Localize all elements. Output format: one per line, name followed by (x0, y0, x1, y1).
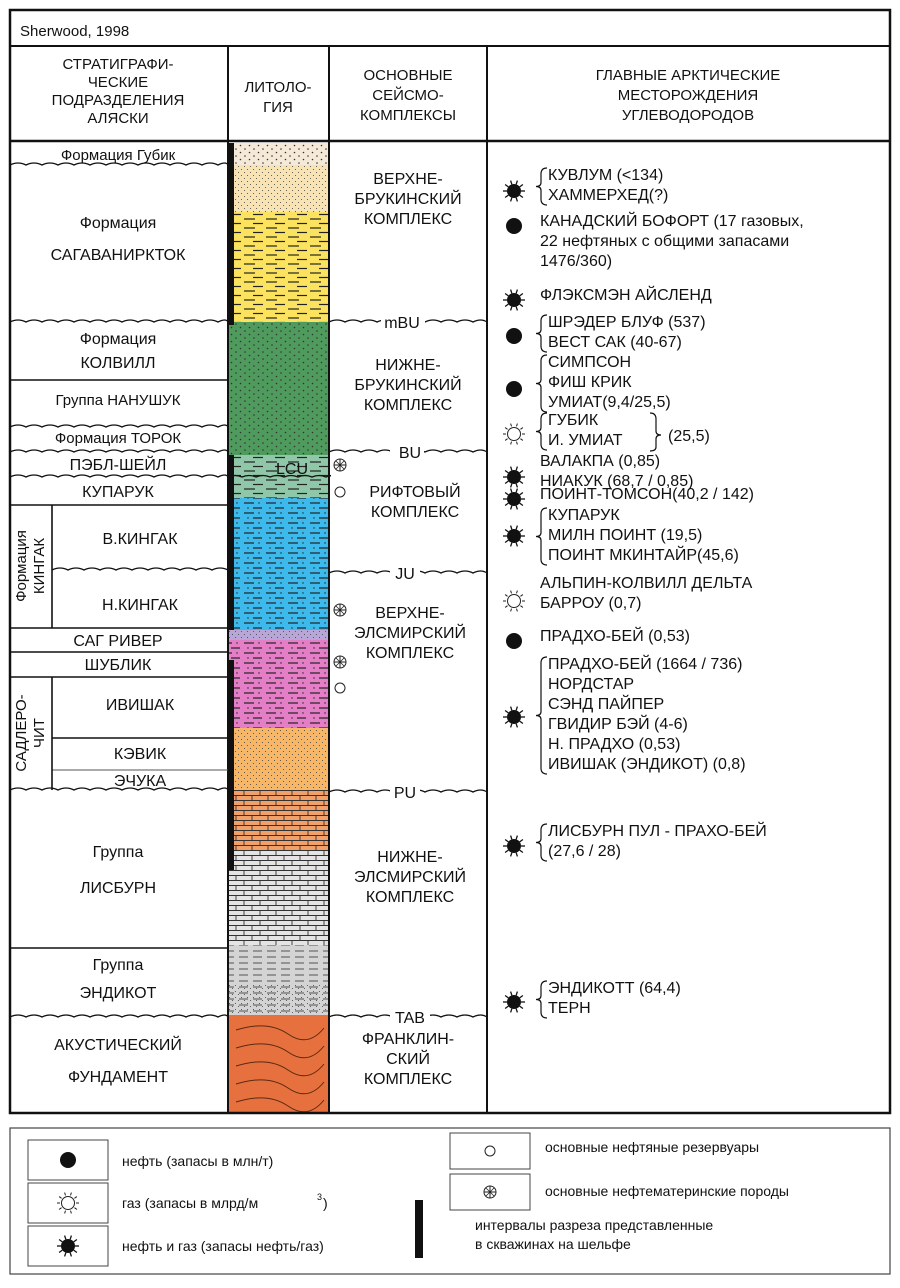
unconformity-line (52, 568, 228, 570)
brace (536, 824, 547, 861)
field-name: ПОИНТ-ТОМСОН(40,2 / 142) (540, 486, 754, 503)
field-name: ХАММЕРХЕД(?) (548, 187, 669, 204)
oil-gas-icon (503, 290, 525, 311)
lithology-layer (228, 1015, 329, 1112)
header-strat: СТРАТИГРАФИ- (62, 56, 174, 73)
seismic-complex-label: БРУКИНСКИЙ (354, 377, 462, 394)
unconformity-line (10, 450, 228, 452)
seismic-complex-label: КОМПЛЕКС (363, 211, 453, 228)
strat-unit-label: ПЭБЛ-ШЕЙЛ (69, 457, 167, 474)
field-name: ПРАДХО-БЕЙ (0,53) (540, 628, 690, 645)
oil-icon (506, 633, 522, 649)
unconformity-line (10, 425, 228, 427)
seismic-complex-label: РИФТОВЫЙ (369, 484, 461, 501)
seismic-complex-label: БРУКИНСКИЙ (354, 191, 462, 208)
field-name: ПОИНТ МКИНТАЙР(45,6) (548, 547, 739, 564)
header-strat: ЧЕСКИЕ (87, 74, 149, 91)
seismic-complex-label: СКИЙ (386, 1051, 430, 1068)
field-name: 22 нефтяных с общими запасами (540, 233, 790, 250)
header-seismic: ОСНОВНЫЕ (363, 67, 453, 84)
lithology-pattern (228, 212, 329, 322)
field-name: ГВИДИР БЭЙ (4-6) (548, 716, 688, 733)
source-rock-icon (484, 1186, 496, 1198)
seismic-complex-label: ЭЛСМИРСКИЙ (353, 625, 467, 642)
lithology-pattern (228, 728, 329, 790)
source-rock-icon (334, 604, 346, 616)
strat-unit-label: САГАВАНИРКТОК (50, 247, 186, 264)
header-seismic: СЕЙСМО- (372, 87, 444, 104)
field-reserve: (25,5) (668, 428, 710, 445)
oil-icon (506, 218, 522, 234)
header-strat: ПОДРАЗДЕЛЕНИЯ (51, 92, 185, 109)
vertical-group-label (13, 694, 48, 771)
field-name: И. УМИАТ (548, 432, 623, 449)
brace (650, 413, 661, 451)
strat-unit-label: Группа НАНУШУК (55, 392, 181, 409)
field-name: ШРЭДЕР БЛУФ (537) (548, 314, 706, 331)
seismic-complex-label: КОМПЛЕКС (365, 645, 455, 662)
source-rock-icon (334, 459, 346, 471)
field-name: ФЛЭКСМЭН АЙСЛЕНД (540, 287, 712, 304)
brace (536, 508, 547, 565)
vertical-group-text: Формация (13, 530, 30, 602)
lithology-pattern (228, 143, 329, 165)
legend-gas-end: ) (323, 1195, 328, 1211)
field-name: ГУБИК (548, 412, 599, 429)
gas-icon (503, 424, 525, 445)
header-fields: МЕСТОРОЖДЕНИЯ (617, 87, 759, 104)
boundary-label: LCU (275, 461, 309, 478)
reservoir-icon (485, 1146, 495, 1156)
strat-unit-label: В.КИНГАК (102, 531, 178, 548)
source-rock-icon (334, 656, 346, 668)
vertical-group-text: САДЛЕРО- (13, 694, 30, 772)
strat-unit-label: Формация (79, 215, 157, 232)
boundary-label: JU (395, 566, 415, 583)
lithology-pattern (228, 322, 329, 455)
strat-unit-label: Формация ТОРОК (54, 430, 182, 447)
field-name: КАНАДСКИЙ БОФОРТ (17 газовых, (540, 213, 804, 230)
field-name: ВАЛАКПА (0,85) (540, 453, 661, 470)
strat-unit-label: ФУНДАМЕНТ (68, 1069, 168, 1086)
strat-unit-label: КУПАРУК (82, 484, 154, 501)
seismic-complex-label: КОМПЛЕКС (363, 397, 453, 414)
seismic-complex-label: ВЕРХНЕ- (375, 605, 445, 622)
lithology-pattern (228, 850, 329, 945)
legend-reservoir-label: основные нефтяные резервуары (545, 1139, 760, 1155)
seismic-complex-label: ЭЛСМИРСКИЙ (353, 869, 467, 886)
legend-oil-label: нефть (запасы в млн/т) (122, 1153, 274, 1169)
boundary-label: PU (393, 785, 417, 802)
boundary-label: TAB (395, 1010, 425, 1027)
unconformity-line (10, 1015, 228, 1017)
legend-oilgas-label: нефть и газ (запасы нефть/газ) (122, 1238, 324, 1254)
field-name: ПРАДХО-БЕЙ (1664 / 736) (548, 656, 743, 673)
field-name: МИЛН ПОИНТ (19,5) (548, 527, 703, 544)
vertical-group-label (13, 530, 48, 602)
lithology-pattern (228, 630, 329, 640)
unconformity-line (10, 475, 228, 477)
reservoir-icon (335, 487, 345, 497)
brace (536, 315, 547, 352)
field-name: АЛЬПИН-КОЛВИЛЛ ДЕЛЬТА (540, 575, 753, 592)
oil-gas-icon (503, 992, 525, 1013)
legend-gas-label: газ (запасы в млрд/м (122, 1195, 259, 1211)
lithology-pattern (228, 985, 329, 1015)
reservoir-icon (335, 683, 345, 693)
lithology-pattern (228, 498, 329, 630)
brace (536, 413, 547, 450)
seismic-complex-label: КОМПЛЕКС (370, 504, 460, 521)
header-litho: ЛИТОЛО- (244, 79, 312, 96)
strat-unit-label: ЭНДИКОТ (79, 985, 157, 1002)
strat-unit-label: Группа (92, 957, 144, 974)
header-strat: АЛЯСКИ (87, 110, 149, 127)
field-name: 1476/360) (540, 253, 613, 270)
oil-icon (60, 1152, 76, 1168)
oil-gas-icon (503, 836, 525, 857)
strat-unit-label: Формация (79, 331, 157, 348)
strat-unit-label: АКУСТИЧЕСКИЙ (54, 1037, 182, 1054)
header-litho: ГИЯ (263, 99, 293, 116)
header-seismic: КОМПЛЕКСЫ (359, 107, 457, 124)
strat-unit-label: Н.КИНГАК (102, 597, 178, 614)
field-name: НОРДСТАР (548, 676, 635, 693)
oil-icon (506, 328, 522, 344)
source-title: Sherwood, 1998 (20, 23, 130, 40)
strat-unit-label: ШУБЛИК (84, 657, 152, 674)
field-name: НИАКУК (68,7 / 0,85) (540, 473, 694, 490)
lithology-pattern (228, 640, 329, 728)
header-fields: УГЛЕВОДОРОДОВ (621, 107, 755, 124)
brace (536, 981, 547, 1018)
oil-gas-icon (503, 489, 525, 510)
field-name: ЛИСБУРН ПУЛ - ПРАХО-БЕЙ (548, 823, 767, 840)
strat-unit-label: КОЛВИЛЛ (80, 355, 156, 372)
brace (536, 168, 547, 205)
oil-gas-icon (503, 707, 525, 728)
legend-wells-label: интервалы разреза представленные (475, 1217, 714, 1233)
field-name: КУПАРУК (548, 507, 620, 524)
strat-unit-label: ЭЧУКА (113, 773, 167, 790)
strat-unit-label: ИВИШАК (105, 697, 175, 714)
brace (536, 355, 547, 412)
lithology-pattern (228, 165, 329, 212)
brace (536, 657, 547, 774)
strat-unit-label: Группа (92, 844, 144, 861)
field-name: СЭНД ПАЙПЕР (548, 696, 665, 713)
seismic-complex-label: НИЖНЕ- (375, 357, 441, 374)
strat-unit-label: КЭВИК (113, 746, 167, 763)
boundary-label: mBU (384, 315, 420, 332)
field-name: ТЕРН (548, 1000, 591, 1017)
legend-gas-sup: 3 (317, 1192, 323, 1202)
seismic-complex-label: ФРАНКЛИН- (361, 1031, 455, 1048)
field-name: Н. ПРАДХО (0,53) (548, 736, 681, 753)
field-name: КУВЛУМ (<134) (548, 167, 664, 184)
oil-gas-icon (503, 467, 525, 488)
field-name: ИВИШАК (ЭНДИКОТ) (0,8) (548, 756, 746, 773)
field-name: ЭНДИКОТТ (64,4) (548, 980, 681, 997)
vertical-group-text: ЧИТ (31, 718, 48, 748)
field-name: БАРРОУ (0,7) (540, 595, 642, 612)
strat-unit-label: Формация Губик (60, 147, 176, 164)
field-name: ВЕСТ САК (40-67) (548, 334, 682, 351)
legend-wells-label: в скважинах на шельфе (475, 1236, 631, 1252)
oil-icon (506, 381, 522, 397)
vertical-group-text: КИНГАК (31, 537, 48, 595)
field-name: УМИАТ(9,4/25,5) (548, 394, 671, 411)
seismic-complex-label: КОМПЛЕКС (365, 889, 455, 906)
legend-source-label: основные нефтематеринские породы (545, 1183, 789, 1199)
strat-unit-label: ЛИСБУРН (79, 880, 157, 897)
field-name: СИМПСОН (548, 354, 632, 371)
header-fields: ГЛАВНЫЕ АРКТИЧЕСКИЕ (595, 67, 781, 84)
gas-icon (503, 591, 525, 612)
oil-gas-icon (503, 181, 525, 202)
field-name: ФИШ КРИК (548, 374, 632, 391)
seismic-complex-label: ВЕРХНЕ- (373, 171, 443, 188)
lithology-pattern (228, 790, 329, 850)
field-name: (27,6 / 28) (548, 843, 621, 860)
unconformity-line (10, 320, 228, 322)
boundary-label: BU (398, 445, 422, 462)
seismic-complex-label: КОМПЛЕКС (363, 1071, 453, 1088)
oil-gas-icon (503, 526, 525, 547)
seismic-complex-label: НИЖНЕ- (377, 849, 443, 866)
strat-unit-label: САГ РИВЕР (73, 633, 163, 650)
legend-well-bar (415, 1200, 423, 1258)
